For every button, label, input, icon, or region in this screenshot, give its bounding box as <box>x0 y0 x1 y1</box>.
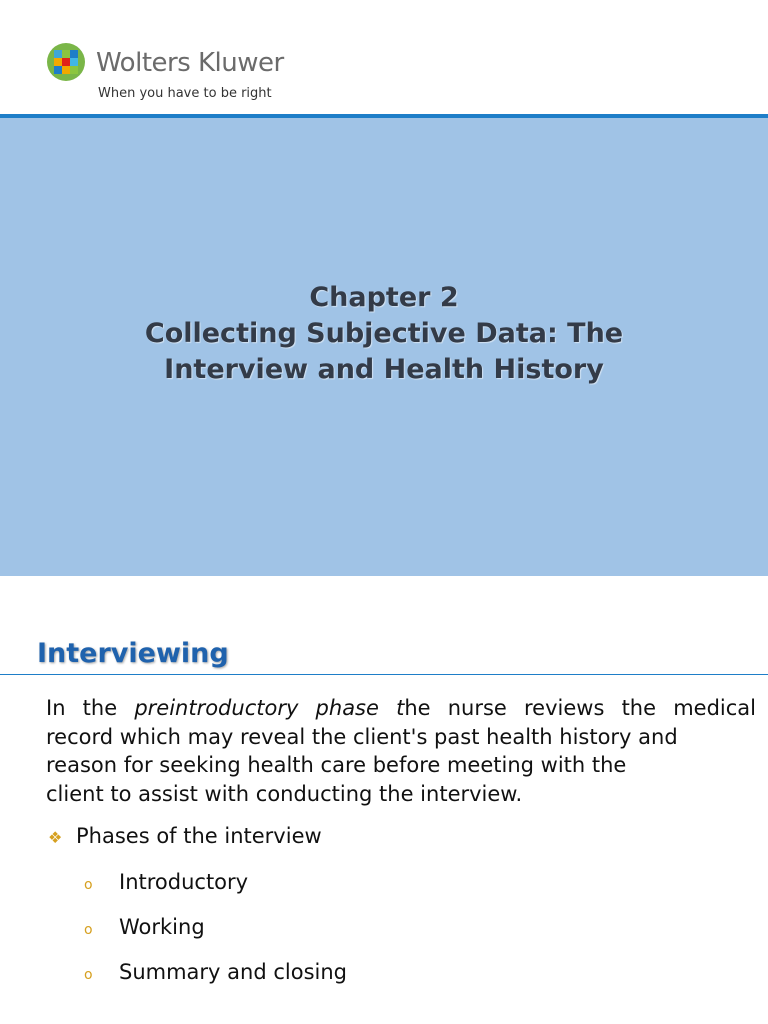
paragraph-line: record which may reveal the client's past health history and <box>46 724 678 749</box>
title-panel <box>0 118 768 576</box>
circle-bullet-icon: o <box>84 922 93 938</box>
sub-item-label: Summary and closing <box>119 960 347 984</box>
paragraph-line: client to assist with conducting the interview. <box>46 781 523 806</box>
wolters-kluwer-logo-icon <box>46 42 86 82</box>
heading-divider <box>0 674 768 675</box>
chapter-title-line: Interview and Health History <box>164 354 604 385</box>
brand-tagline: When you have to be right <box>98 86 272 101</box>
sub-item-label: Working <box>119 915 205 939</box>
sub-item-label: Introductory <box>119 870 249 894</box>
paragraph-italic: preintroductory phase t <box>134 696 405 720</box>
paragraph-line: reason for seeking health care before meeting with the <box>46 753 627 777</box>
body-paragraph <box>46 694 756 808</box>
paragraph-lead: In the <box>46 696 135 720</box>
bullet-item <box>48 824 322 848</box>
content-slide <box>0 576 768 1024</box>
bullet-label: Phases of the interview <box>76 824 322 848</box>
chapter-title-line: Collecting Subjective Data: The <box>144 318 624 349</box>
chapter-title <box>0 280 768 388</box>
sub-list-item <box>84 960 347 984</box>
diamond-bullet-icon: ❖ <box>48 828 63 847</box>
sub-list-item <box>84 870 248 894</box>
circle-bullet-icon: o <box>84 967 93 983</box>
paragraph-rest: he nurse reviews the medical <box>404 696 756 720</box>
circle-bullet-icon: o <box>84 877 93 893</box>
slide-heading: Interviewing <box>37 638 229 669</box>
chapter-title-line: Chapter 2 <box>309 282 459 313</box>
sub-list-item <box>84 915 205 939</box>
paragraph-line <box>46 694 756 723</box>
brand-name: Wolters Kluwer <box>96 48 284 78</box>
brand-logo <box>46 42 446 112</box>
